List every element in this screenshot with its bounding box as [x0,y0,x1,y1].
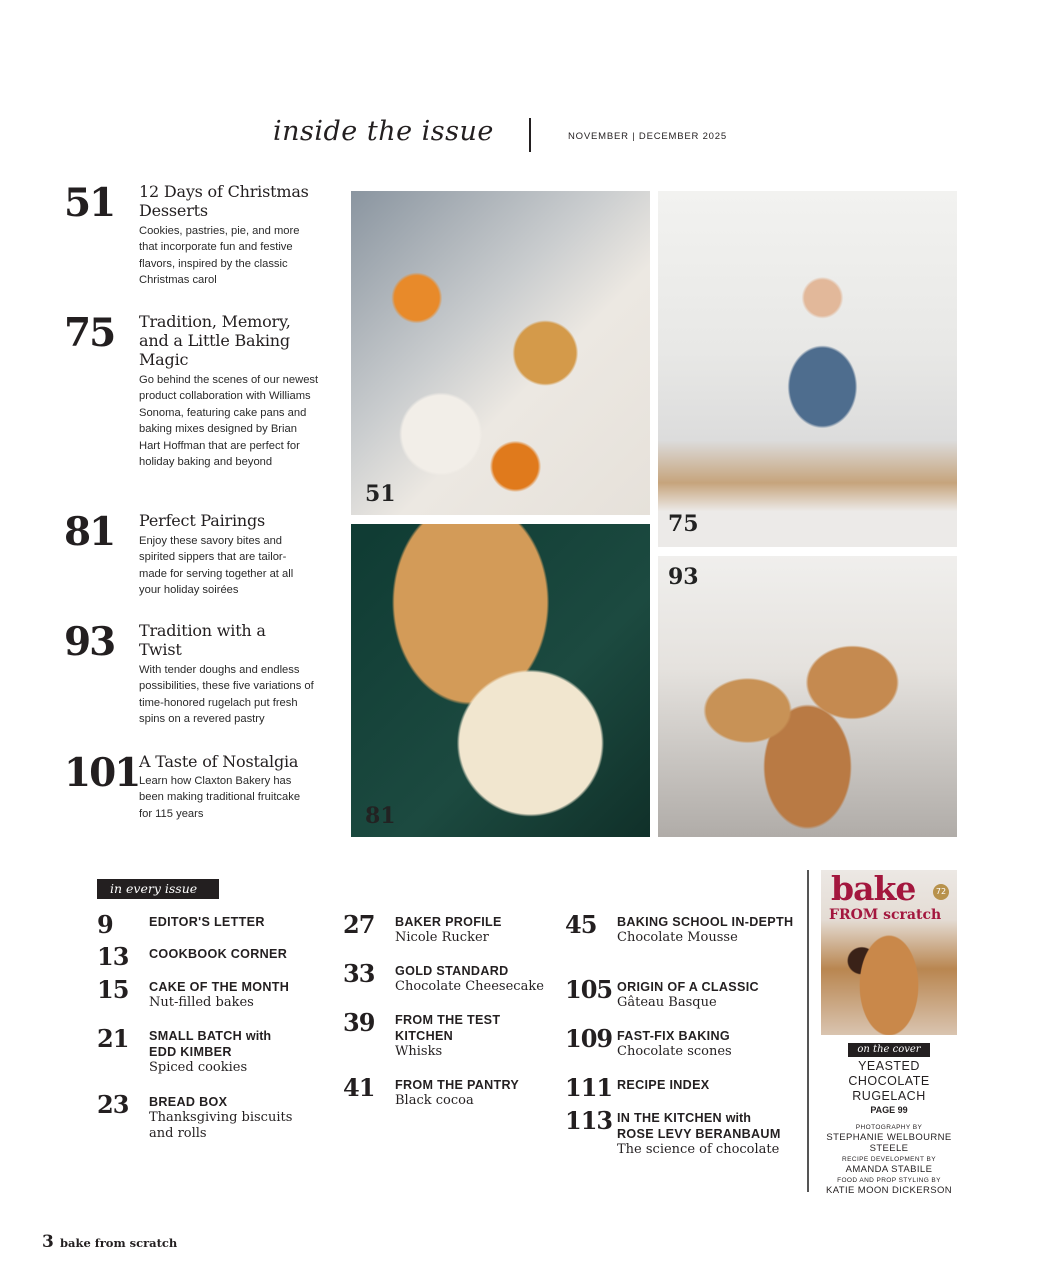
feature-title: A Taste of Nostalgia [139,752,299,771]
cover-title: YEASTED CHOCOLATE RUGELACH [848,1059,930,1103]
issue-item-page: 45 [565,910,597,939]
issue-item-title: CAKE OF THE MONTH [149,980,290,994]
feature-desc: Learn how Claxton Bakery has been making traditional fruitcake for 115 years [139,775,301,820]
cover-page: PAGE 99 [870,1105,908,1115]
photo-madeleines[interactable] [351,191,650,515]
issue-item-title: COOKBOOK CORNER [149,947,288,961]
feature-item[interactable] [64,511,344,599]
cover-logo-bake: bake [831,870,916,908]
photo-page-number: 81 [365,803,396,829]
issue-item[interactable] [565,1106,802,1158]
issue-item[interactable] [97,975,319,1011]
feature-desc: With tender doughs and endless possibilities, these five variations of time-honored rugelach put fresh spins on a revered pastry [139,664,314,726]
issue-item-title: EDITOR'S LETTER [149,915,265,929]
credit-role: FOOD AND PROP STYLING BY [837,1177,941,1184]
issue-item-title: FAST-FIX BAKING [617,1029,730,1043]
issue-item-subtitle: Spiced cookies [149,1060,248,1075]
feature-desc: Go behind the scenes of our newest product collaboration with Williams Sonoma, featuring cake pans and baking mixes designed by Brian Hart Hoffman that are perfect for holiday baking and beyond [139,374,319,469]
issue-item-subtitle: Chocolate Cheesecake [395,979,544,994]
cover-badge: 72 [933,884,949,900]
issue-item-page: 39 [343,1008,375,1037]
issue-item[interactable] [565,1024,802,1060]
column-divider [807,870,809,1192]
feature-page: 75 [64,310,115,356]
issue-item[interactable] [565,1073,802,1102]
issue-item-page: 105 [565,975,613,1004]
page-number: 3 [42,1232,54,1252]
issue-item-subtitle: Thanksgiving biscuits and rolls [149,1110,293,1141]
issue-item-title: RECIPE INDEX [617,1078,710,1092]
issue-item-page: 111 [565,1073,613,1102]
photo-page-number: 93 [668,564,699,590]
credit-role: RECIPE DEVELOPMENT BY [842,1156,936,1163]
issue-item-title: FROM THE PANTRY [395,1078,520,1092]
issue-item-page: 21 [97,1024,129,1053]
on-the-cover-label: on the cover [848,1043,930,1057]
photo-baker-kitchen[interactable] [658,191,957,547]
feature-page: 51 [64,180,115,226]
feature-title: Tradition with a Twist [139,621,266,659]
issue-item-title: ORIGIN OF A CLASSIC [617,980,759,994]
feature-title: 12 Days of Christmas Desserts [139,182,309,220]
issue-item[interactable] [343,910,560,946]
feature-item[interactable] [64,752,344,822]
issue-item-page: 109 [565,1024,613,1053]
issue-item-page: 113 [565,1106,613,1135]
issue-item-page: 41 [343,1073,375,1102]
issue-item-subtitle: Chocolate scones [617,1044,732,1059]
issue-item[interactable] [97,942,319,971]
credit-name: STEPHANIE WELBOURNE STEELE [826,1132,952,1154]
issue-item-subtitle: Chocolate Mousse [617,930,738,945]
photo-cookies[interactable] [351,524,650,837]
feature-page: 101 [64,750,140,796]
issue-item-page: 9 [97,910,113,939]
cover-logo-scratch: FROM scratch [829,907,942,923]
issue-item-subtitle: Nicole Rucker [395,930,489,945]
issue-item[interactable] [97,1090,319,1142]
issue-item-subtitle: The science of chocolate [617,1142,780,1157]
feature-item[interactable] [64,621,344,728]
issue-item-title: FROM THE TEST KITCHEN [395,1013,501,1043]
cover-image[interactable] [821,870,957,1035]
issue-item-subtitle: Whisks [395,1044,443,1059]
issue-item-title: GOLD STANDARD [395,964,509,978]
issue-item[interactable] [565,910,802,946]
photo-rugelach[interactable] [658,556,957,837]
issue-item[interactable] [343,1073,560,1109]
photo-page-number: 51 [365,481,396,507]
credit-name: KATIE MOON DICKERSON [825,1185,953,1196]
issue-item-page: 33 [343,959,375,988]
issue-item-subtitle: Gâteau Basque [617,995,717,1010]
credit-name: AMANDA STABILE [845,1164,933,1175]
feature-page: 81 [64,509,115,555]
feature-desc: Cookies, pastries, pie, and more that incorporate fun and festive flavors, inspired by the classic Christmas carol [139,225,300,287]
issue-item-subtitle: Nut-filled bakes [149,995,254,1010]
issue-item[interactable] [97,910,319,939]
feature-item[interactable] [64,182,344,289]
feature-desc: Enjoy these savory bites and spirited sippers that are tailor-made for serving together at all your holiday soirées [139,535,294,597]
issue-item-title: BAKING SCHOOL IN-DEPTH [617,915,794,929]
issue-item-page: 15 [97,975,129,1004]
feature-page: 93 [64,619,115,665]
issue-item[interactable] [343,1008,560,1060]
issue-item[interactable] [343,959,560,995]
issue-item-page: 13 [97,942,129,971]
footer-brand: bake from scratch [60,1236,178,1250]
issue-item-title: BREAD BOX [149,1095,228,1109]
credit-role: PHOTOGRAPHY BY [855,1124,923,1131]
issue-item-subtitle: Black cocoa [395,1093,474,1108]
issue-date: NOVEMBER | DECEMBER 2025 [568,131,727,142]
issue-item-title: BAKER PROFILE [395,915,502,929]
header-divider [529,118,531,152]
feature-title: Tradition, Memory, and a Little Baking Magic [139,312,291,369]
issue-item-title: IN THE KITCHEN with ROSE LEVY BERANBAUM [617,1111,781,1141]
issue-item-title: SMALL BATCH with EDD KIMBER [149,1029,272,1059]
in-every-issue-label: in every issue [97,879,219,899]
feature-title: Perfect Pairings [139,511,266,530]
issue-item-page: 27 [343,910,375,939]
issue-item[interactable] [97,1024,319,1076]
page-title: inside the issue [273,116,494,147]
issue-item-page: 23 [97,1090,129,1119]
feature-item[interactable] [64,312,344,470]
photo-page-number: 75 [668,511,699,537]
issue-item[interactable] [565,975,802,1011]
